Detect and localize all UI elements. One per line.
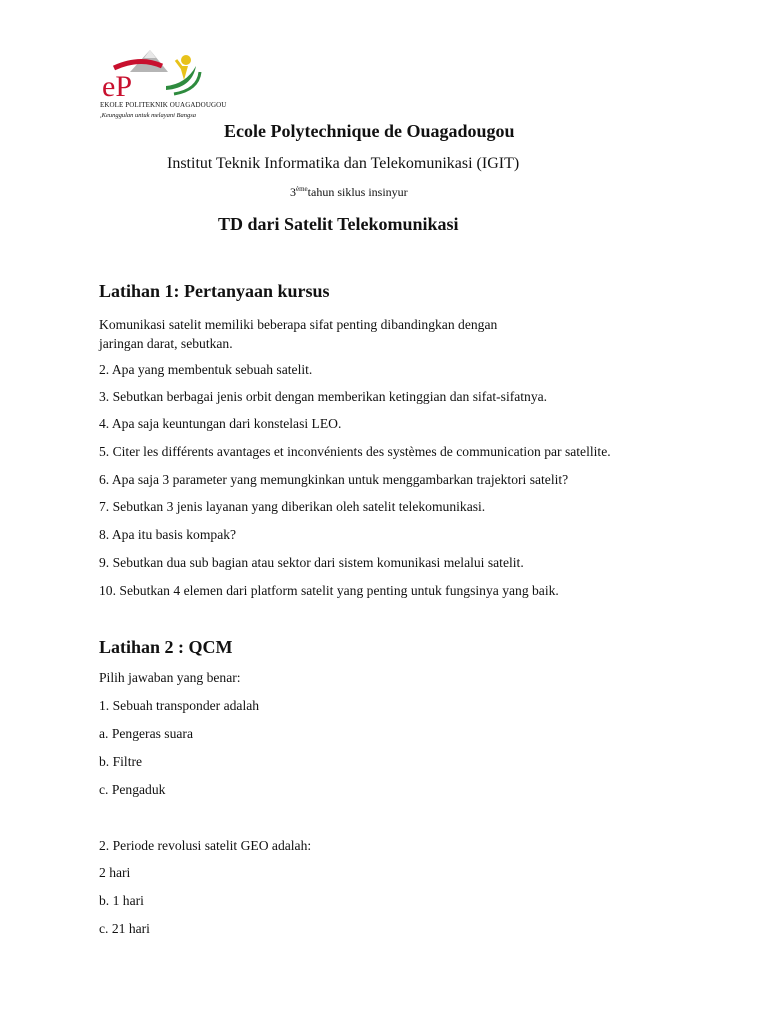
- logo-motto: ,Keunggulan untuk melayani Bangsa: [100, 112, 197, 119]
- mcq2-question: 2. Periode revolusi satelit GEO adalah:: [99, 838, 312, 853]
- exercise2-instruction: Pilih jawaban yang benar:: [99, 670, 241, 685]
- year-line: [290, 185, 408, 200]
- mcq1-option: b. Filtre: [99, 754, 143, 769]
- question-item: 10. Sebutkan 4 elemen dari platform satelit yang penting untuk fungsinya yang baik.: [99, 583, 559, 598]
- logo-mountain-peak: [144, 50, 156, 58]
- year-text: tahun siklus insinyur: [307, 185, 408, 199]
- year-superscript: ème: [296, 185, 308, 193]
- question-item: 8. Apa itu basis kompak?: [99, 527, 237, 542]
- question-item: 4. Apa saja keuntungan dari konstelasi LEO.: [99, 416, 342, 431]
- year-number: 3: [290, 185, 296, 199]
- logo-mark: eP: [102, 70, 132, 102]
- school-logo: [100, 46, 227, 124]
- exercise2-heading: Latihan 2 : QCM: [99, 637, 233, 657]
- logo-green-arc: [174, 72, 200, 94]
- mcq1-question: 1. Sebuah transponder adalah: [99, 698, 260, 713]
- logo-graphic: [100, 46, 210, 102]
- exercise1-intro-line2: jaringan darat, sebutkan.: [99, 336, 233, 351]
- mcq2-option: c. 21 hari: [99, 921, 150, 936]
- document-title: TD dari Satelit Telekomunikasi: [218, 214, 459, 234]
- mcq1-option: a. Pengeras suara: [99, 726, 193, 741]
- logo-school-name: EKOLE POLITEKNIK OUAGADOUGOU: [100, 101, 227, 109]
- question-item: 2. Apa yang membentuk sebuah satelit.: [99, 362, 313, 377]
- question-item: 7. Sebutkan 3 jenis layanan yang diberikan oleh satelit telekomunikasi.: [99, 499, 486, 514]
- question-item: 6. Apa saja 3 parameter yang memungkinkan untuk menggambarkan trajektori satelit?: [99, 472, 569, 487]
- institute-name: Institut Teknik Informatika dan Telekomunikasi (IGIT): [167, 155, 520, 172]
- mcq2-option: b. 1 hari: [99, 893, 144, 908]
- question-item: 3. Sebutkan berbagai jenis orbit dengan memberikan ketinggian dan sifat-sifatnya.: [99, 389, 548, 404]
- exercise1-intro-line1: Komunikasi satelit memiliki beberapa sifat penting dibandingkan dengan: [99, 317, 498, 332]
- question-item: 5. Citer les différents avantages et inconvénients des systèmes de communication par satellite.: [99, 444, 611, 459]
- exercise1-heading: Latihan 1: Pertanyaan kursus: [99, 281, 330, 301]
- school-name: Ecole Polytechnique de Ouagadougou: [224, 121, 515, 141]
- logo-figure-arm: [176, 60, 182, 68]
- mcq2-option: 2 hari: [99, 865, 131, 880]
- exercise1-intro: [99, 315, 569, 353]
- logo-figure-head: [181, 55, 191, 65]
- question-item: 9. Sebutkan dua sub bagian atau sektor dari sistem komunikasi melalui satelit.: [99, 555, 524, 570]
- mcq1-option: c. Pengaduk: [99, 782, 166, 797]
